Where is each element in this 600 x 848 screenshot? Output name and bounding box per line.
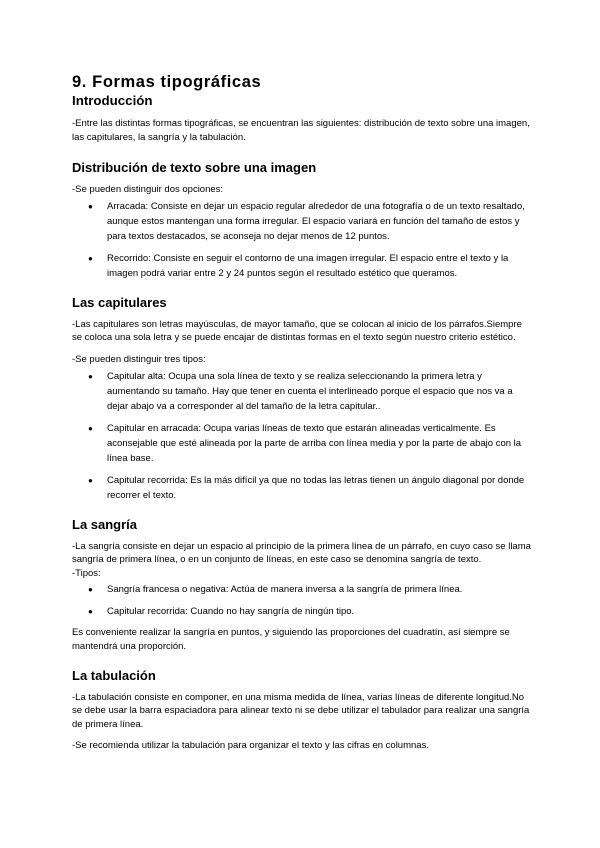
list-item-text: Capitular recorrida: Es la más difícil ya que no todas las letras tienen un ángulo diagonal por donde recorrer el texto. bbox=[107, 474, 525, 501]
sangria-paragraph: -La sangría consiste en dejar un espacio al principio de la primera línea de un párrafo, en cuyo caso se llama sangría de primera línea, o en un conjunto de líneas, en este caso se denomina sangría de texto. bbox=[72, 540, 531, 566]
bullet-icon: ● bbox=[88, 423, 93, 433]
sangria-lead: -Tipos: bbox=[72, 567, 101, 579]
list-item-text: Arracada: Consiste en dejar un espacio regular alrededor de una fotografía o de un texto resaltado, aunque estos mantengan una forma irregular. El espacio variará en función del tamaño de estos y para textos destacados, se aconseja no dejar menos de 12 puntos. bbox=[107, 200, 525, 242]
list-item bbox=[72, 421, 534, 466]
capitulares-list bbox=[72, 369, 534, 503]
list-item bbox=[72, 369, 534, 414]
distribucion-list bbox=[72, 199, 534, 281]
tabulacion-paragraph: -La tabulación consiste en componer, en una misma medida de línea, varias líneas de diferente longitud.No se debe usar la barra espaciadora para alinear texto ni se debe utilizar el tabulador para realizar una sangría de primera línea. bbox=[72, 691, 530, 730]
bullet-icon: ● bbox=[88, 201, 93, 211]
page-title: 9. Formas tipográficas bbox=[72, 73, 262, 91]
bullet-icon: ● bbox=[88, 607, 93, 617]
list-item bbox=[72, 604, 534, 619]
sangria-heading: La sangría bbox=[72, 516, 138, 532]
list-item bbox=[72, 251, 534, 281]
list-item bbox=[72, 582, 534, 597]
tabulacion-note: -Se recomienda utilizar la tabulación para organizar el texto y las cifras en columnas. bbox=[72, 740, 429, 752]
capitulares-heading: Las capitulares bbox=[72, 294, 167, 310]
bullet-icon: ● bbox=[88, 253, 93, 263]
list-item-text: Capitular en arracada: Ocupa varias líneas de texto que estarán alineadas verticalmente. Es aconsejable que esté alineada por la parte de arriba con línea media y por la parte de abajo con la línea base. bbox=[107, 422, 522, 464]
bullet-icon: ● bbox=[88, 475, 93, 485]
intro-paragraph: -Entre las distintas formas tipográficas, se encuentran las siguientes: distribución de texto sobre una imagen, las capitulares, la sangría y la tabulación. bbox=[72, 118, 530, 143]
tabulacion-heading: La tabulación bbox=[72, 667, 156, 683]
bullet-icon: ● bbox=[88, 585, 93, 595]
list-item bbox=[72, 199, 534, 244]
distribucion-heading: Distribución de texto sobre una imagen bbox=[72, 160, 317, 176]
list-item-text: Capitular alta: Ocupa una sola línea de texto y se realiza seleccionando la primera letra y aumentando su tamaño. Hay que tener en cuenta el interlineado porque el espacio que nos va a dejar abajo va a corresponder al del tamaño de la letra capitular.. bbox=[107, 370, 513, 412]
distribucion-lead: -Se pueden distinguir dos opciones: bbox=[72, 184, 224, 196]
bullet-icon: ● bbox=[88, 371, 93, 381]
capitulares-lead: -Se pueden distinguir tres tipos: bbox=[72, 353, 206, 365]
sangria-list bbox=[72, 582, 534, 619]
list-item-text: Recorrido: Consiste en seguir el contorno de una imagen irregular. El espacio entre el texto y la imagen podrá variar entre 2 y 24 puntos según el resultado estético que queramos. bbox=[107, 252, 509, 279]
list-item-text: Sangría francesa o negativa: Actúa de manera inversa a la sangría de primera línea. bbox=[107, 584, 463, 596]
intro-heading: Introducción bbox=[72, 93, 153, 108]
list-item bbox=[72, 473, 534, 503]
capitulares-paragraph: -Las capitulares son letras mayúsculas, de mayor tamaño, que se colocan al inicio de los párrafos.Siempre se coloca una sola letra y se puede encajar de distintas formas en el texto según nuestro criterio estético. bbox=[72, 318, 522, 344]
list-item-text: Capitular recorrida: Cuando no hay sangría de ningún tipo. bbox=[107, 606, 355, 618]
sangria-note: Es conveniente realizar la sangría en puntos, y siguiendo las proporciones del cuadratín, así siempre se mantendrá una proporción. bbox=[72, 627, 510, 652]
